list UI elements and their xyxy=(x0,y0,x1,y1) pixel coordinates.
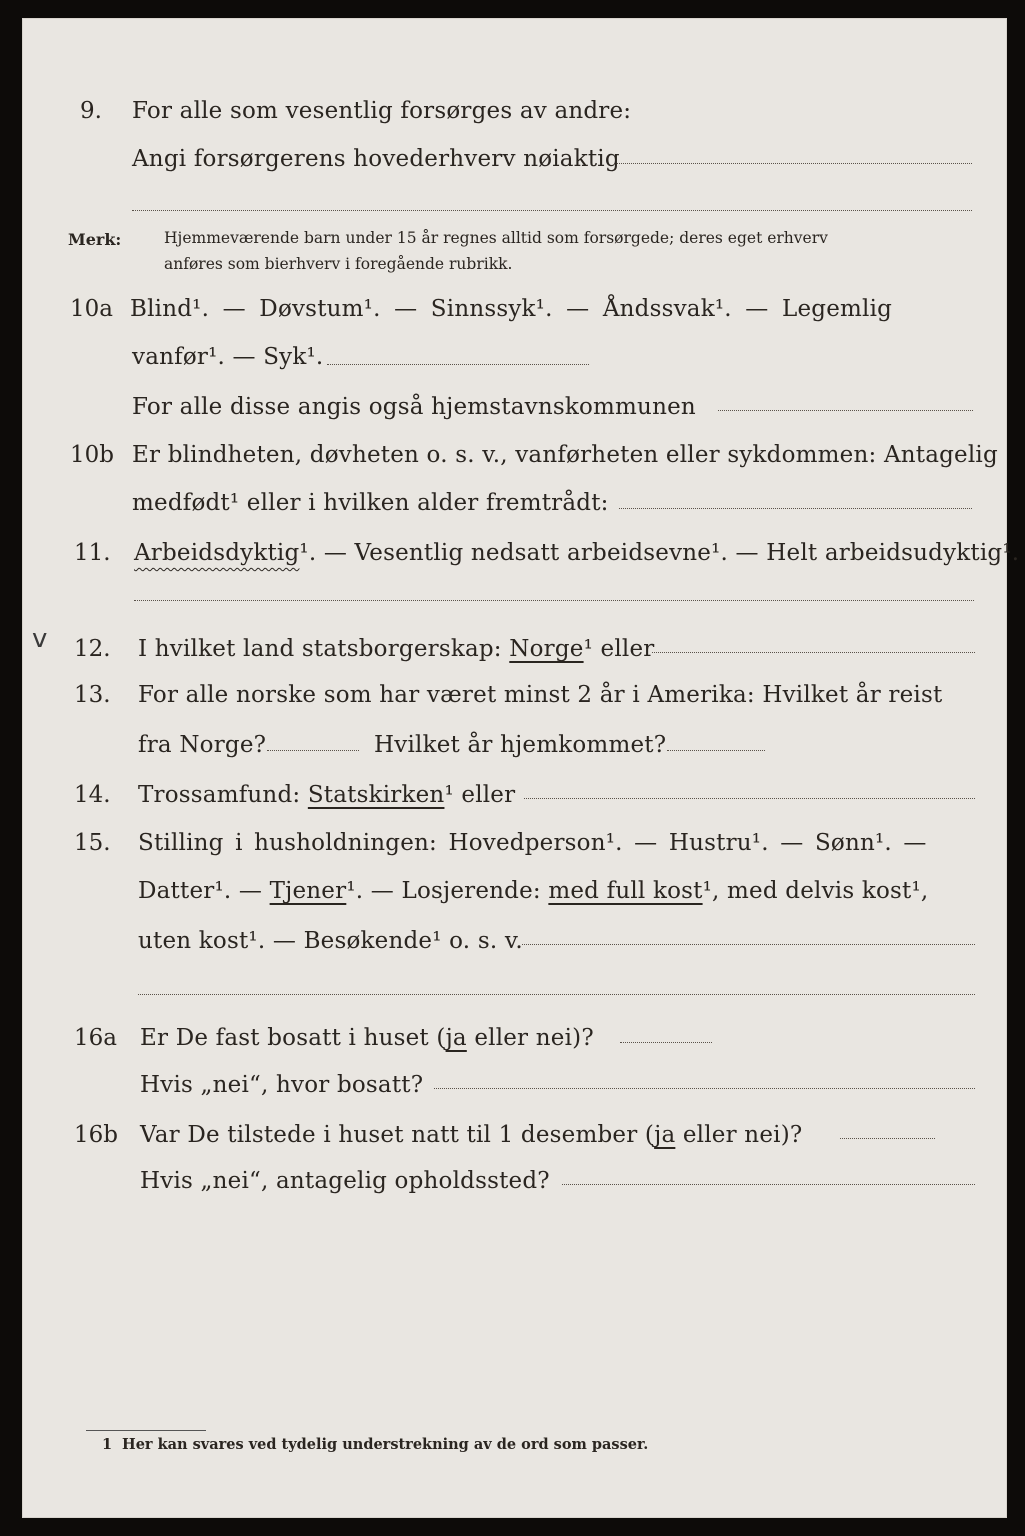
item-12-selected-option[interactable]: Norge xyxy=(509,636,584,662)
item-10b-prompt: medfødt¹ eller i hvilken alder fremtrådt: xyxy=(132,490,609,516)
item-10b-question: Er blindheten, døvheten o. s. v., vanførheten eller sykdommen: Antagelig xyxy=(132,442,998,468)
note-text-line2: anføres som bierhverv i foregående rubrikk. xyxy=(164,255,513,273)
item-16b-number: 16b xyxy=(74,1122,118,1148)
item-10a-number: 10a xyxy=(70,296,113,322)
item-16a-followup-field[interactable] xyxy=(434,1088,975,1089)
item-12-alt: ¹ eller xyxy=(583,636,655,662)
item-11-number: 11. xyxy=(74,540,111,566)
item-16b-question xyxy=(140,1122,802,1148)
item-12-answer-field[interactable] xyxy=(652,652,975,653)
item-15-answer-field[interactable] xyxy=(522,944,975,945)
item-14-selected-option[interactable]: Statskirken xyxy=(307,782,445,808)
item-12-number: 12. xyxy=(74,636,111,662)
census-form-page xyxy=(22,18,1020,1518)
item-14-question xyxy=(138,782,515,808)
item-16b-followup-field[interactable] xyxy=(562,1184,975,1185)
item-15-answer-line[interactable] xyxy=(138,994,975,995)
item-16a-number: 16a xyxy=(74,1025,117,1051)
item-9-prompt: Angi forsørgerens hovederhverv nøiaktig xyxy=(132,146,620,172)
item-16b-prompt: Var De tilstede i huset natt til 1 desember ( xyxy=(140,1122,655,1148)
item-15-option-losjerende: ¹. — Losjerende: xyxy=(346,878,541,904)
item-11-options xyxy=(134,540,1019,566)
margin-check-mark: v xyxy=(32,624,48,654)
item-10a-hometown-field[interactable] xyxy=(718,410,973,411)
item-15-option-datter: Datter¹. — xyxy=(138,878,263,904)
item-16a-selected-ja[interactable]: ja xyxy=(445,1025,467,1051)
footnote-marker: 1 xyxy=(102,1436,113,1453)
item-9-answer-line[interactable] xyxy=(132,210,972,211)
note-label: Merk: xyxy=(68,230,122,249)
item-15-options-1: Stilling i husholdningen: Hovedperson¹. — Hustru¹. — Sønn¹. — xyxy=(138,830,927,856)
item-13-number: 13. xyxy=(74,682,111,708)
item-11-answer-line[interactable] xyxy=(134,600,974,601)
item-12-prompt: I hvilket land statsborgerskap: xyxy=(138,636,502,662)
note-text-line1: Hjemmeværende barn under 15 år regnes alltid som forsørgede; deres eget erhverv xyxy=(164,229,828,247)
item-14-answer-field[interactable] xyxy=(524,798,975,799)
item-13-right-prompt: Hvilket år hjemkommet? xyxy=(374,732,667,758)
item-14-number: 14. xyxy=(74,782,111,808)
item-13-left-field[interactable] xyxy=(267,750,359,751)
item-11-selected-option[interactable]: Arbeidsdyktig xyxy=(134,540,300,566)
item-10a-hometown-prompt: For alle disse angis også hjemstavnskommunen xyxy=(132,394,696,420)
item-14-prompt: Trossamfund: xyxy=(138,782,301,808)
item-13-right-field[interactable] xyxy=(667,750,765,751)
footnote-text: Her kan svares ved tydelig understrekning av de ord som passer. xyxy=(122,1436,649,1453)
item-16b-selected-ja[interactable]: ja xyxy=(654,1122,676,1148)
item-15-number: 15. xyxy=(74,830,111,856)
item-15-options-2 xyxy=(138,878,928,904)
item-10b-number: 10b xyxy=(70,442,114,468)
item-15-selected-full-kost[interactable]: med full kost xyxy=(548,878,703,904)
item-10a-options: Blind¹. — Døvstum¹. — Sinnssyk¹. — Åndssvak¹. — Legemlig xyxy=(130,296,893,322)
item-12-question xyxy=(138,636,654,662)
item-16a-prompt: Er De fast bosatt i huset ( xyxy=(140,1025,446,1051)
item-13-left-prompt: fra Norge? xyxy=(138,732,267,758)
item-9-question: For alle som vesentlig forsørges av andre: xyxy=(132,98,632,124)
item-16b-followup: Hvis „nei“, antagelig opholdssted? xyxy=(140,1168,550,1194)
item-16a-question xyxy=(140,1025,594,1051)
footnote-divider xyxy=(86,1430,206,1431)
item-15-selected-tjener[interactable]: Tjener xyxy=(269,878,347,904)
item-16b-alt: eller nei)? xyxy=(675,1122,803,1148)
item-10a-answer-field[interactable] xyxy=(327,364,589,365)
item-11-other-options: ¹. — Vesentlig nedsatt arbeidsevne¹. — Helt arbeidsudyktig¹. xyxy=(299,540,1020,566)
item-16a-alt: eller nei)? xyxy=(466,1025,594,1051)
item-16a-answer-field[interactable] xyxy=(620,1042,712,1043)
item-9-number: 9. xyxy=(80,98,102,124)
item-9-answer-field[interactable] xyxy=(617,163,972,164)
item-15-options-3: uten kost¹. — Besøkende¹ o. s. v. xyxy=(138,928,523,954)
item-13-question: For alle norske som har været minst 2 år i Amerika: Hvilket år reist xyxy=(138,682,943,708)
item-15-option-delvis-kost: ¹, med delvis kost¹, xyxy=(702,878,929,904)
item-14-alt: ¹ eller xyxy=(444,782,516,808)
item-16a-followup: Hvis „nei“, hvor bosatt? xyxy=(140,1072,424,1098)
item-16b-answer-field[interactable] xyxy=(840,1138,935,1139)
item-10b-answer-field[interactable] xyxy=(619,508,972,509)
item-10a-options-2: vanfør¹. — Syk¹. xyxy=(132,344,324,370)
